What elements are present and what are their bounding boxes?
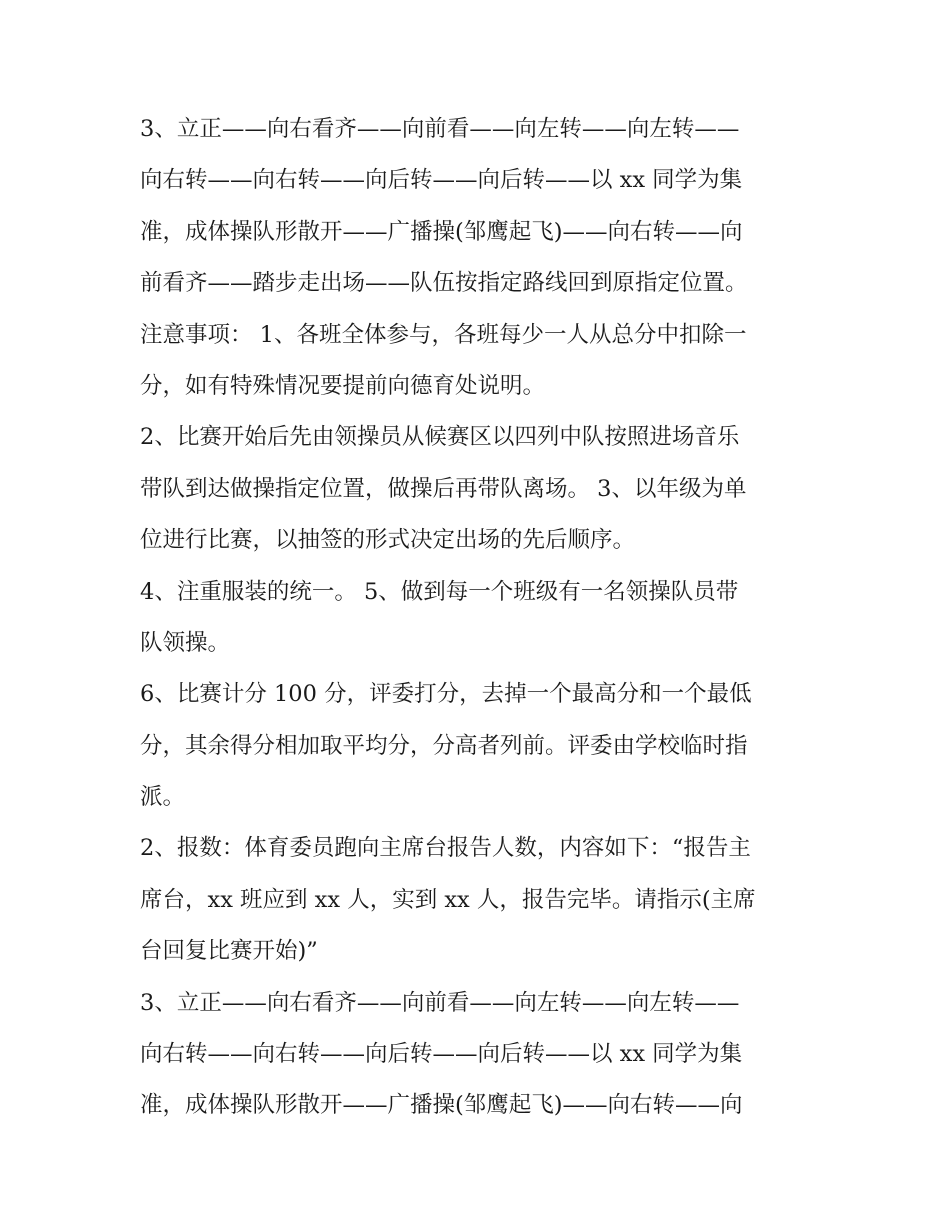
text-line: 前看齐——踏步走出场——队伍按指定路线回到原指定位置。 [140,270,748,297]
text-line: 2、比赛开始后先由领操员从候赛区以四列中队按照进场音乐 [140,424,740,451]
text-line: 注意事项： 1、各班全体参与，各班每少一人从总分中扣除一 [140,321,747,348]
text-line: 席台，xx 班应到 xx 人，实到 xx 人，报告完毕。请指示(主席 [140,886,756,913]
text-line: 带队到达做操指定位置，做操后再带队离场。 3、以年级为单 [140,475,747,502]
text-line: 3、立正——向右看齐——向前看——向左转——向左转—— [140,989,740,1016]
text-line: 向右转——向右转——向后转——向后转——以 xx 同学为集 [140,1041,743,1068]
text-line: 台回复比赛开始)” [140,938,318,965]
text-line: 2、报数：体育委员跑向主席台报告人数，内容如下：“报告主 [140,835,751,862]
text-line: 准，成体操队形散开——广播操(邹鹰起飞)——向右转——向 [140,218,743,245]
text-line: 4、注重服装的统一。 5、做到每一个班级有一名领操队员带 [140,578,739,605]
text-line: 准，成体操队形散开——广播操(邹鹰起飞)——向右转——向 [140,1092,743,1119]
text-line: 3、立正——向右看齐——向前看——向左转——向左转—— [140,116,740,142]
text-line: 分，如有特殊情况要提前向德育处说明。 [140,372,546,399]
text-line: 6、比赛计分 100 分，评委打分，去掉一个最高分和一个最低 [140,681,752,708]
text-line: 派。 [140,784,186,811]
text-line: 位进行比赛，以抽签的形式决定出场的先后顺序。 [140,527,636,554]
text-line: 向右转——向右转——向后转——向后转——以 xx 同学为集 [140,167,743,194]
text-line: 分，其余得分相加取平均分，分高者列前。评委由学校临时指 [140,732,748,759]
text-line: 队领操。 [140,629,231,656]
document-body [140,104,820,1132]
